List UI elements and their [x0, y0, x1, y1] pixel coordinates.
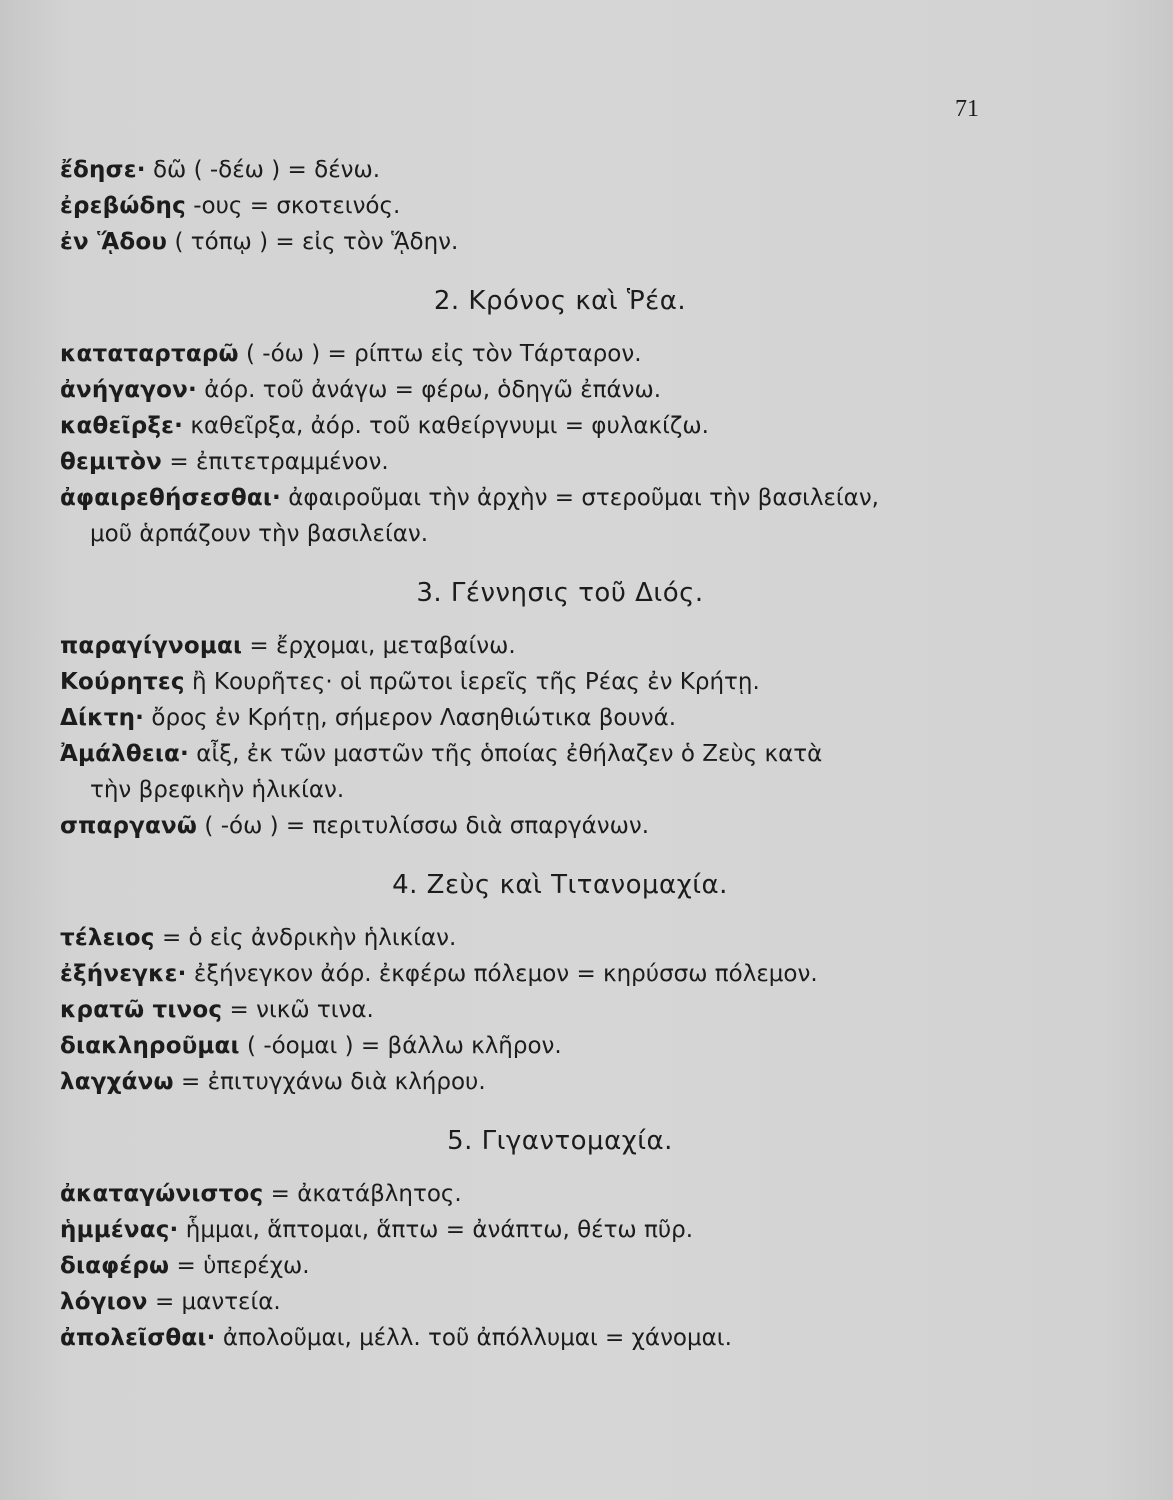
glossary-term: κρατῶ τινος	[60, 997, 223, 1023]
glossary-term: Ἀμάλθεια·	[60, 741, 189, 767]
glossary-term: ἐρεβώδης	[60, 193, 186, 219]
section-heading: 3. Γέννησις τοῦ Διός.	[416, 578, 704, 608]
glossary-term: Κούρητες	[60, 669, 185, 695]
glossary-entry	[60, 1028, 1060, 1064]
glossary-term: Δίκτη·	[60, 705, 145, 731]
glossary-definition: ( -όομαι ) = βάλλω κλῆρον.	[239, 1033, 562, 1059]
glossary-definition-continuation: τὴν βρεφικὴν ἡλικίαν.	[90, 777, 345, 803]
glossary-entry	[60, 700, 1060, 736]
glossary-entry	[60, 1212, 1060, 1248]
glossary-term: ἀφαιρεθήσεσθαι·	[60, 485, 281, 511]
glossary-entry-continuation	[60, 516, 1060, 552]
glossary-term: παραγίγνομαι	[60, 633, 243, 659]
glossary-definition: = μαντεία.	[147, 1289, 281, 1315]
glossary-term: ἀκαταγώνιστος	[60, 1181, 264, 1207]
glossary-term: ἡμμένας·	[60, 1217, 179, 1243]
glossary-term: λόγιον	[60, 1289, 148, 1315]
glossary-definition: καθεῖρξα, ἀόρ. τοῦ καθείργνυμι = φυλακίζω.	[183, 413, 709, 439]
glossary-definition: δῶ ( -δέω ) = δένω.	[145, 157, 381, 183]
glossary-definition: ( -όω ) = ρίπτω εἰς τὸν Τάρταρον.	[238, 341, 642, 367]
section-heading: 2. Κρόνος καὶ Ῥέα.	[433, 286, 687, 316]
glossary-definition: ἧμμαι, ἅπτομαι, ἅπτω = ἀνάπτω, θέτω πῦρ.	[178, 1217, 694, 1243]
glossary-definition: αἶξ, ἐκ τῶν μαστῶν τῆς ὁποίας ἐθήλαζεν ὁ Ζεὺς κατὰ	[189, 741, 823, 767]
glossary-entry	[60, 628, 1060, 664]
glossary-entry	[60, 1064, 1060, 1100]
glossary-definition: ἀόρ. τοῦ ἀνάγω = φέρω, ὁδηγῶ ἐπάνω.	[196, 377, 662, 403]
glossary-content	[60, 152, 1060, 1356]
glossary-entry	[60, 664, 1060, 700]
glossary-definition: = νικῶ τινα.	[222, 997, 374, 1023]
glossary-definition: = ἐπιτυγχάνω διὰ κλήρου.	[173, 1069, 486, 1095]
glossary-term: διακληροῦμαι	[60, 1033, 240, 1059]
glossary-term: ἐν ᾍδου	[60, 229, 168, 255]
glossary-entry	[60, 992, 1060, 1028]
glossary-definition: = ὑπερέχω.	[169, 1253, 310, 1279]
glossary-entry	[60, 480, 1060, 516]
glossary-definition: ὄρος ἐν Κρήτῃ, σήμερον Λασηθιώτικα βουνά.	[144, 705, 677, 731]
glossary-definition: = ἀκατάβλητος.	[263, 1181, 462, 1207]
glossary-entry	[60, 1248, 1060, 1284]
glossary-entry	[60, 372, 1060, 408]
glossary-term: θεμιτὸν	[60, 449, 163, 475]
glossary-definition: ἐξήνεγκον ἀόρ. ἐκφέρω πόλεμον = κηρύσσω πόλεμον.	[186, 961, 818, 987]
glossary-term: ἐξήνεγκε·	[60, 961, 187, 987]
glossary-entry	[60, 1284, 1060, 1320]
glossary-definition: = ἔρχομαι, μεταβαίνω.	[242, 633, 516, 659]
glossary-entry	[60, 188, 1060, 224]
section-heading: 5. Γιγαντομαχία.	[447, 1126, 673, 1156]
glossary-definition: -ους = σκοτεινός.	[185, 193, 401, 219]
glossary-term: καθεῖρξε·	[60, 413, 184, 439]
glossary-term: ἔδησε·	[60, 157, 146, 183]
glossary-definition: ( -όω ) = περιτυλίσσω διὰ σπαργάνων.	[197, 813, 650, 839]
glossary-entry	[60, 920, 1060, 956]
section-heading: 4. Ζεὺς καὶ Τιτανομαχία.	[392, 870, 728, 900]
glossary-term: τέλειος	[60, 925, 155, 951]
glossary-term: ἀνήγαγον·	[60, 377, 197, 403]
glossary-definition: ἀπολοῦμαι, μέλλ. τοῦ ἀπόλλυμαι = χάνομαι.	[215, 1325, 732, 1351]
glossary-term: σπαργανῶ	[60, 813, 198, 839]
glossary-definition: ἢ Κουρῆτες· οἱ πρῶτοι ἱερεῖς τῆς Ρέας ἐν Κρήτῃ.	[184, 669, 760, 695]
glossary-entry	[60, 336, 1060, 372]
glossary-term: καταταρταρῶ	[60, 341, 239, 367]
glossary-entry	[60, 956, 1060, 992]
glossary-entry	[60, 444, 1060, 480]
glossary-definition: ἀφαιροῦμαι τὴν ἀρχὴν = στεροῦμαι τὴν βασιλείαν,	[280, 485, 879, 511]
glossary-term: λαγχάνω	[60, 1069, 174, 1095]
glossary-term: ἀπολεῖσθαι·	[60, 1325, 216, 1351]
glossary-term: διαφέρω	[60, 1253, 170, 1279]
glossary-entry	[60, 736, 1060, 772]
glossary-definition: ( τόπῳ ) = εἰς τὸν ᾍδην.	[167, 229, 459, 255]
glossary-definition: = ἐπιτετραμμένον.	[162, 449, 389, 475]
glossary-block-top	[60, 152, 1060, 260]
glossary-entry	[60, 152, 1060, 188]
glossary-entry	[60, 224, 1060, 260]
glossary-definition-continuation: μοῦ ἁρπάζουν τὴν βασιλείαν.	[90, 521, 429, 547]
glossary-definition: = ὁ εἰς ἀνδρικὴν ἡλικίαν.	[154, 925, 457, 951]
page-number: 71	[955, 96, 979, 122]
glossary-entry-continuation	[60, 772, 1060, 808]
glossary-entry	[60, 1176, 1060, 1212]
glossary-entry	[60, 808, 1060, 844]
glossary-entry	[60, 408, 1060, 444]
glossary-entry	[60, 1320, 1060, 1356]
